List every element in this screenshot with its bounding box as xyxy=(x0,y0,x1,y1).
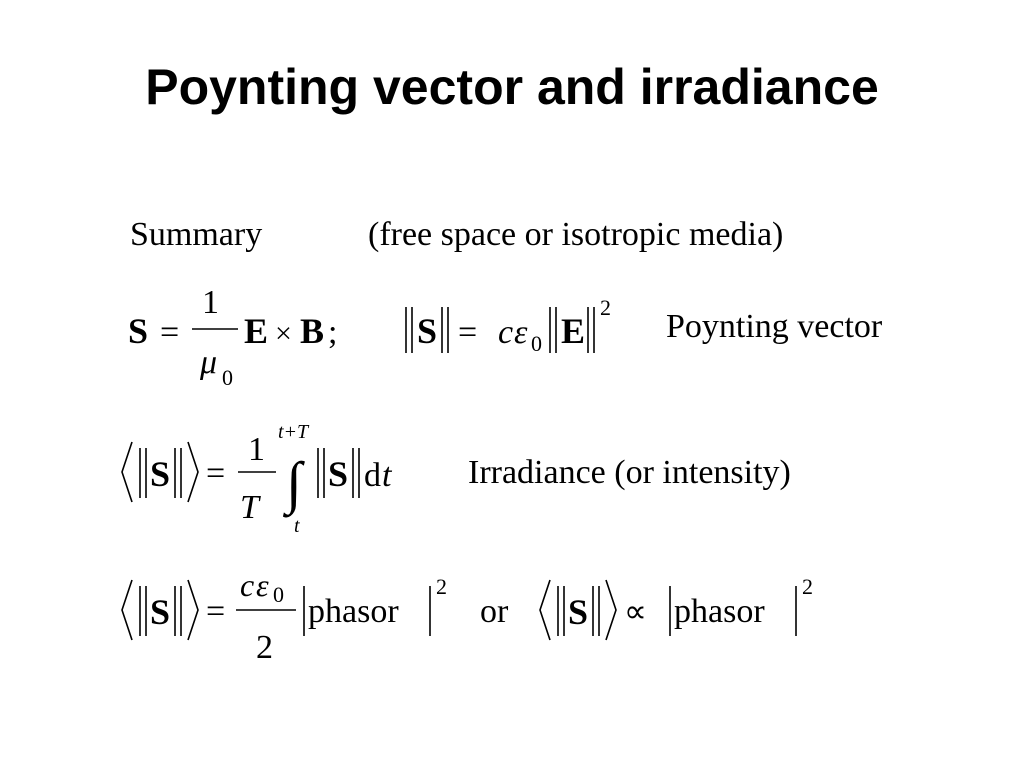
svg-text:E: E xyxy=(561,311,586,351)
summary-note: (free space or isotropic media) xyxy=(368,216,784,253)
equation-irradiance-math xyxy=(118,418,418,548)
svg-text:1: 1 xyxy=(248,431,265,468)
svg-text:=: = xyxy=(206,455,226,492)
summary-label: Summary xyxy=(130,216,263,253)
poynting-vector-label: Poynting vector xyxy=(666,308,883,345)
slide-title: Poynting vector and irradiance xyxy=(145,59,879,115)
phasor-text-1: phasor xyxy=(308,593,399,630)
svg-text:ε: ε xyxy=(256,570,269,603)
svg-text:=: = xyxy=(206,593,226,630)
svg-text:E: E xyxy=(244,311,269,351)
svg-text:0: 0 xyxy=(273,582,284,607)
svg-text:=: = xyxy=(160,314,180,351)
svg-text:ε: ε xyxy=(514,314,528,351)
equation-poynting-math xyxy=(120,285,660,395)
svg-text:S: S xyxy=(417,311,438,351)
svg-text:T: T xyxy=(240,489,259,526)
equation-phasor-math xyxy=(118,570,838,680)
irradiance-label: Irradiance (or intensity) xyxy=(468,454,791,491)
svg-text:2: 2 xyxy=(256,629,273,666)
svg-text:B: B xyxy=(300,311,325,351)
svg-text:∫: ∫ xyxy=(286,450,302,515)
svg-text:S: S xyxy=(128,311,149,351)
svg-text:S: S xyxy=(328,454,349,494)
svg-text:S: S xyxy=(568,592,589,632)
integral-lower-limit: t xyxy=(294,515,300,537)
svg-text:×: × xyxy=(275,317,292,350)
svg-text:μ: μ xyxy=(200,344,218,381)
svg-text:2: 2 xyxy=(436,574,447,599)
svg-text:=: = xyxy=(458,314,478,351)
svg-text:;: ; xyxy=(328,314,338,351)
svg-text:d: d xyxy=(364,457,381,494)
svg-text:1: 1 xyxy=(202,285,219,321)
svg-text:2: 2 xyxy=(600,295,611,320)
integral-upper-limit: t+T xyxy=(278,421,309,443)
svg-text:0: 0 xyxy=(222,365,233,390)
svg-text:t: t xyxy=(382,457,392,494)
or-text: or xyxy=(480,593,509,630)
phasor-text-2: phasor xyxy=(674,593,765,630)
svg-text:0: 0 xyxy=(531,331,542,356)
svg-text:S: S xyxy=(150,454,171,494)
svg-text:c: c xyxy=(240,570,255,603)
svg-text:∝: ∝ xyxy=(624,593,647,629)
svg-text:c: c xyxy=(498,314,514,351)
svg-text:S: S xyxy=(150,592,171,632)
svg-text:2: 2 xyxy=(802,574,813,599)
